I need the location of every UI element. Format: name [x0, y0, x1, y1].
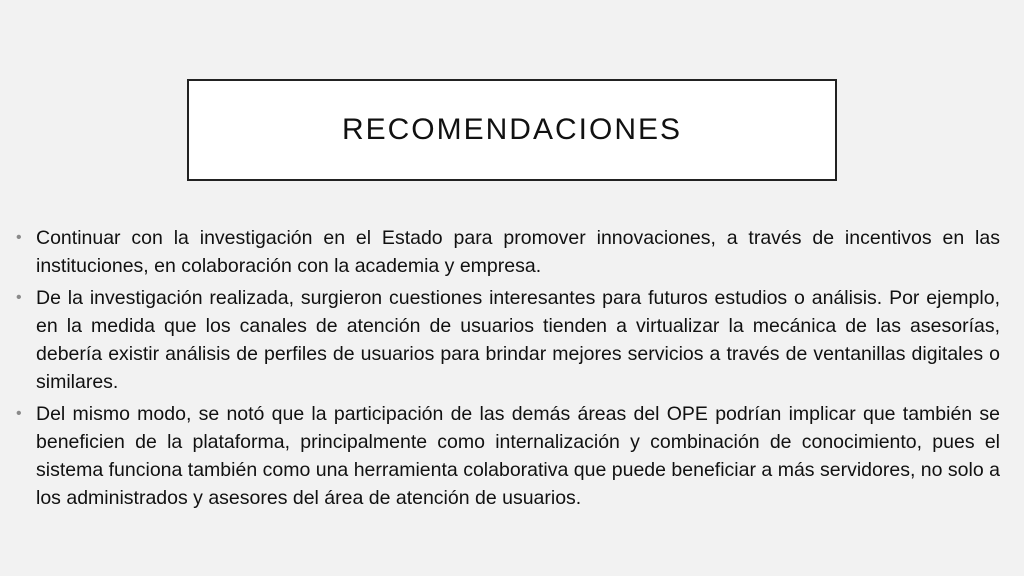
- bullet-item: [16, 400, 1000, 512]
- bullet-text: De la investigación realizada, surgieron cuestiones interesantes para futuros estudios o análisis. Por ejemplo, en la medida que los canales de atención de usuarios tienden a virtualizar la mecánica de las asesorías, debería existir análisis de perfiles de usuarios para brindar mejores servicios a través de ventanillas digitales o similares.: [36, 287, 1000, 393]
- bullet-dot-icon: •: [16, 405, 22, 422]
- bullet-text: Del mismo modo, se notó que la participación de las demás áreas del OPE podrían implicar que también se beneficien de la plataforma, principalmente como internalización y combinación de conocimiento, pues el sistema funciona también como una herramienta colaborativa que puede beneficiar a más servidores, no solo a los administrados y asesores del área de atención de usuarios.: [36, 403, 1000, 509]
- slide-title-box: [187, 79, 837, 181]
- bullet-item: [16, 224, 1000, 280]
- bullet-item: [16, 284, 1000, 396]
- bullet-text: Continuar con la investigación en el Estado para promover innovaciones, a través de incentivos en las instituciones, en colaboración con la academia y empresa.: [36, 227, 1000, 277]
- bullet-dot-icon: •: [16, 229, 22, 246]
- bullet-dot-icon: •: [16, 289, 22, 306]
- bullet-list: [16, 224, 1000, 516]
- slide-title: RECOMENDACIONES: [341, 113, 683, 146]
